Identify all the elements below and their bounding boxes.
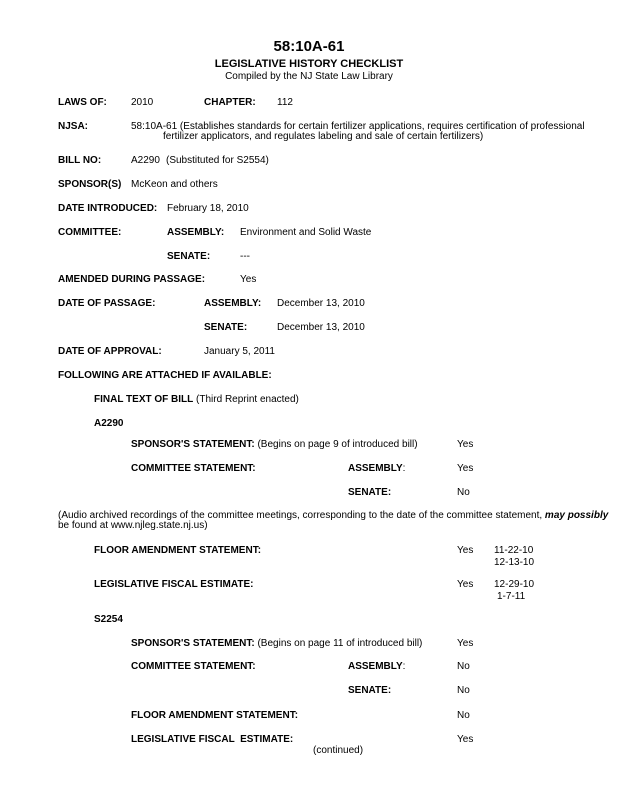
s2254-floor-value: No: [457, 710, 470, 721]
document-subtitle: LEGISLATIVE HISTORY CHECKLIST: [214, 58, 404, 70]
bill-no-value: A2290: [131, 155, 160, 166]
audio-note-line-2: be found at www.njleg.state.nj.us): [58, 520, 208, 531]
fiscal-estimate-value: Yes: [457, 579, 474, 590]
sponsors-label: SPONSOR(S): [58, 179, 122, 190]
committee-assembly-label: ASSEMBLY:: [167, 227, 225, 238]
a2290-committee-label: COMMITTEE STATEMENT:: [131, 463, 256, 474]
a2290-sponsor-statement: [131, 439, 418, 451]
committee-label: COMMITTEE:: [58, 227, 122, 238]
final-text-note: (Third Reprint enacted): [196, 394, 299, 405]
passage-assembly-value: December 13, 2010: [277, 298, 365, 309]
a2290-assembly: [348, 463, 405, 475]
a2290-heading: A2290: [94, 418, 124, 429]
a2290-sponsor-note: (Begins on page 9 of introduced bill): [257, 439, 418, 450]
final-text-label: FINAL TEXT OF BILL: [94, 394, 194, 405]
laws-of-label: LAWS OF:: [58, 97, 107, 108]
fiscal-estimate-date-2: 1-7-11: [497, 591, 526, 602]
audio-note-text: (Audio archived recordings of the committee meetings, corresponding to the date of the committee statement,: [58, 510, 543, 521]
s2254-senate-value: No: [457, 685, 470, 696]
document-title: 58:10A-61: [273, 38, 345, 55]
s2254-heading: S2254: [94, 614, 123, 625]
a2290-assembly-label: ASSEMBLY: [348, 463, 403, 474]
final-text-row: [94, 394, 299, 406]
njsa-label: NJSA:: [58, 121, 89, 132]
a2290-senate-label: SENATE:: [348, 487, 392, 498]
s2254-senate-label: SENATE:: [348, 685, 392, 696]
floor-amendment-label: FLOOR AMENDMENT STATEMENT:: [94, 545, 262, 556]
passage-senate-label: SENATE:: [204, 322, 248, 333]
sponsors-value: McKeon and others: [131, 179, 218, 190]
date-introduced-value: February 18, 2010: [167, 203, 249, 214]
a2290-senate-value: No: [457, 487, 470, 498]
s2254-sponsor-statement: [131, 638, 422, 650]
s2254-assembly-label: ASSEMBLY: [348, 661, 403, 672]
s2254-committee-label: COMMITTEE STATEMENT:: [131, 661, 256, 672]
s2254-sponsor-label: SPONSOR'S STATEMENT:: [131, 638, 255, 649]
audio-note-emphasis: may possibly: [544, 510, 609, 521]
continued-note: (continued): [313, 745, 364, 756]
s2254-assembly-colon: :: [402, 661, 406, 672]
a2290-assembly-colon: :: [402, 463, 406, 474]
fiscal-estimate-label: LEGISLATIVE FISCAL ESTIMATE:: [94, 579, 254, 590]
date-introduced-label: DATE INTRODUCED:: [58, 203, 158, 214]
amended-label: AMENDED DURING PASSAGE:: [58, 274, 206, 285]
passage-assembly-label: ASSEMBLY:: [204, 298, 262, 309]
amended-value: Yes: [240, 274, 257, 285]
passage-label: DATE OF PASSAGE:: [58, 298, 156, 309]
passage-senate-value: December 13, 2010: [277, 322, 365, 333]
s2254-sponsor-note: (Begins on page 11 of introduced bill): [257, 638, 423, 649]
committee-senate-label: SENATE:: [167, 251, 211, 262]
chapter-label: CHAPTER:: [204, 97, 256, 108]
chapter-value: 112: [277, 97, 293, 108]
committee-assembly-value: Environment and Solid Waste: [240, 227, 372, 238]
floor-amendment-date-1: 11-22-10: [494, 545, 534, 556]
approval-value: January 5, 2011: [204, 346, 275, 357]
approval-label: DATE OF APPROVAL:: [58, 346, 162, 357]
attached-heading: FOLLOWING ARE ATTACHED IF AVAILABLE:: [58, 370, 272, 381]
a2290-sponsor-value: Yes: [457, 439, 474, 450]
s2254-assembly-value: No: [457, 661, 470, 672]
compiled-by: Compiled by the NJ State Law Library: [225, 71, 393, 82]
njsa-line-1: 58:10A-61 (Establishes standards for certain fertilizer applications, requires certification of professional: [131, 121, 585, 132]
bill-no-label: BILL NO:: [58, 155, 102, 166]
s2254-assembly: [348, 661, 405, 673]
floor-amendment-value: Yes: [457, 545, 474, 556]
floor-amendment-date-2: 12-13-10: [494, 557, 535, 568]
a2290-assembly-value: Yes: [457, 463, 474, 474]
s2254-floor-label: FLOOR AMENDMENT STATEMENT:: [131, 710, 299, 721]
laws-of-value: 2010: [131, 97, 154, 108]
njsa-line-2: fertilizer applicators, and regulates labeling and sale of certain fertilizers): [163, 131, 484, 142]
s2254-fiscal-label: LEGISLATIVE FISCAL ESTIMATE:: [131, 734, 294, 745]
a2290-sponsor-label: SPONSOR'S STATEMENT:: [131, 439, 255, 450]
bill-no-note: (Substituted for S2554): [166, 155, 269, 166]
s2254-fiscal-value: Yes: [457, 734, 474, 745]
s2254-sponsor-value: Yes: [457, 638, 474, 649]
fiscal-estimate-date-1: 12-29-10: [494, 579, 535, 590]
committee-senate-value: ---: [240, 251, 250, 262]
